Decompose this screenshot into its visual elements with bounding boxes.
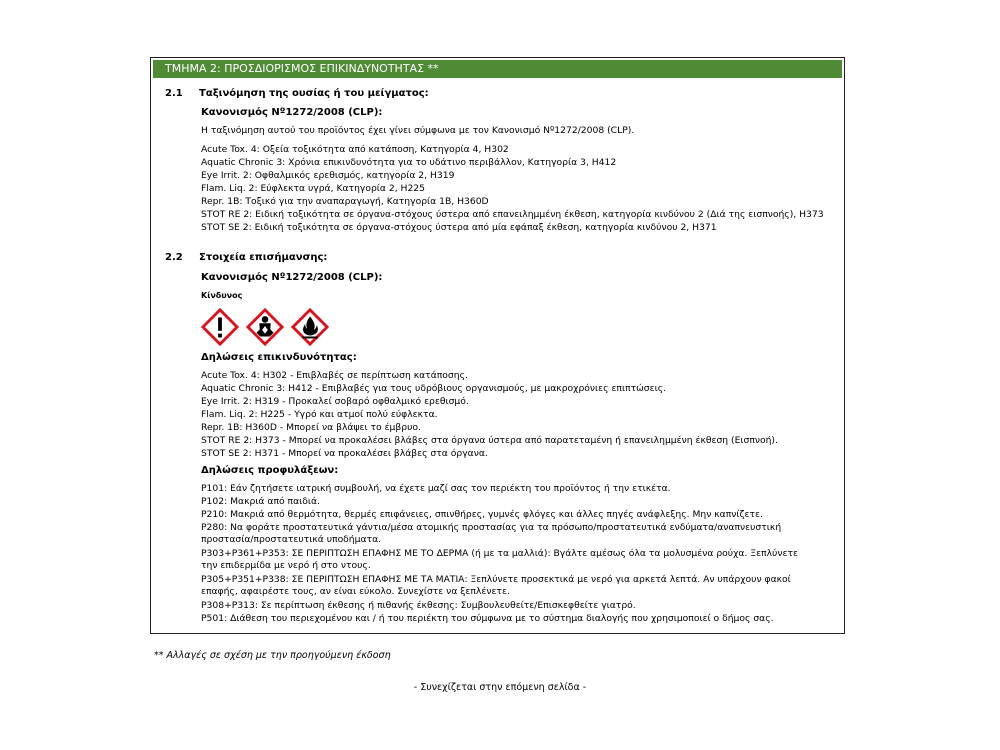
subsection-title: Ταξινόμηση της ουσίας ή του μείγματος: (199, 88, 429, 99)
classification-intro: Η ταξινόμηση αυτού του προϊόντος έχει γίνει σύμφωνα με τον Κανονισμό Nº1272/2008 (CLP). (201, 125, 635, 136)
precaution-statement: P210: Μακριά από θερμότητα, θερμές επιφάνειες, σπινθήρες, γυμνές φλόγες και άλλες πηγές ανάφλεξης. Μην καπνίζετε. (201, 509, 763, 520)
health-hazard-icon (246, 308, 284, 346)
hazard-statement: Repr. 1B: H360D - Μπορεί να βλάψει το έμβρυο. (201, 422, 421, 433)
revision-note: ** Αλλαγές σε σχέση με την προηγούμενη έκδοση (154, 650, 391, 661)
hazard-statement: STOT SE 2: H371 - Μπορεί να προκαλέσει βλάβες στα όργανα. (201, 448, 488, 459)
classification-item: Acute Tox. 4: Οξεία τοξικότητα από κατάποση, Κατηγορία 4, H302 (201, 144, 509, 155)
hazard-statement: Eye Irrit. 2: H319 - Προκαλεί σοβαρό οφθαλμικό ερεθισμό. (201, 396, 469, 407)
subsection-title: Στοιχεία επισήμανσης: (199, 252, 328, 263)
subsection-number: 2.2 (165, 252, 183, 263)
hazard-statements-title: Δηλώσεις επικινδυνότητας: (201, 352, 357, 363)
classification-item: STOT SE 2: Ειδική τοξικότητα σε όργανα-στόχους ύστερα από μία εφάπαξ έκθεση, κατηγορία κινδύνου 2, H371 (201, 222, 717, 233)
section-header: ΤΜΗΜΑ 2: ΠΡΟΣΔΙΟΡΙΣΜΟΣ ΕΠΙΚΙΝΔΥΝΟΤΗΤΑΣ ** (153, 60, 842, 78)
hazard-statement: Aquatic Chronic 3: H412 - Επιβλαβές για τους υδρόβιους οργανισμούς, με μακροχρόνιες επιπτώσεις. (201, 383, 667, 394)
precaution-statement: P102: Μακριά από παιδιά. (201, 496, 320, 507)
classification-item: Eye Irrit. 2: Οφθαλμικός ερεθισμός, κατηγορία 2, H319 (201, 170, 455, 181)
hazard-statement: Flam. Liq. 2: H225 - Υγρό και ατμοί πολύ εύφλεκτα. (201, 409, 438, 420)
precaution-statement: P305+P351+P338: ΣΕ ΠΕΡΙΠΤΩΣΗ ΕΠΑΦΗΣ ΜΕ ΤΑ ΜΑΤΙΑ: Ξεπλύνετε προσεκτικά με νερό για αρκετά λεπτά. Αν υπάρχουν φακοί επαφής, αφαιρέστε τους, αν είναι εύκολο. Συνεχίστε να ξεπλένετε. (201, 574, 791, 597)
precaution-statement: P101: Εάν ζητήσετε ιατρική συμβουλή, να έχετε μαζί σας τον περιέκτη του προϊόντος ή την ετικέτα. (201, 483, 671, 494)
hazard-statement: STOT RE 2: H373 - Μπορεί να προκαλέσει βλάβες στα όργανα ύστερα από παρατεταμένη ή επανειλημμένη έκθεση (Εισπνοή). (201, 435, 778, 446)
signal-word: Κίνδυνος (201, 291, 243, 300)
precaution-statements-title: Δηλώσεις προφυλάξεων: (201, 465, 339, 476)
subsection-number: 2.1 (165, 88, 183, 99)
exclamation-icon (201, 308, 239, 346)
precaution-statement: P501: Διάθεση του περιεχομένου και / ή του περιέκτη του σύμφωνα με το σύστημα διαλογής που χρησιμοποιεί ο δήμος σας. (201, 613, 774, 624)
classification-item: Flam. Liq. 2: Εύφλεκτα υγρά, Κατηγορία 2, H225 (201, 183, 425, 194)
hazard-statement: Acute Tox. 4: H302 - Επιβλαβές σε περίπτωση κατάποσης. (201, 370, 468, 381)
classification-item: Aquatic Chronic 3: Χρόνια επικινδυνότητα για το υδάτινο περιβάλλον, Κατηγορία 3, H412 (201, 157, 617, 168)
classification-item: Repr. 1B: Τοξικό για την αναπαραγωγή, Κατηγορία 1B, H360D (201, 196, 489, 207)
regulation-label: Κανονισμός Nº1272/2008 (CLP): (201, 107, 383, 118)
precaution-statement: P308+P313: Σε περίπτωση έκθεσης ή πιθανής έκθεσης: Συμβουλευθείτε/Επισκεφθείτε γιατρό. (201, 600, 636, 611)
ghs-pictograms (201, 308, 331, 348)
precaution-statement: P280: Να φοράτε προστατευτικά γάντια/μέσα ατομικής προστασίας για τα πρόσωπο/προστατευτικά ενδύματα/αναπνευστική προστασία/προστατευτικά υποδήματα. (201, 522, 782, 545)
continued-note: - Συνεχίζεται στην επόμενη σελίδα - (413, 682, 587, 693)
regulation-label: Κανονισμός Nº1272/2008 (CLP): (201, 272, 383, 283)
precaution-statement: P303+P361+P353: ΣΕ ΠΕΡΙΠΤΩΣΗ ΕΠΑΦΗΣ ΜΕ ΤΟ ΔΕΡΜΑ (ή με τα μαλλιά): Βγάλτε αμέσως όλα τα μολυσμένα ρούχα. Ξεπλύνετε την επιδερμίδα με νερό ή στο ντους. (201, 548, 798, 571)
section-2-box (150, 57, 845, 634)
classification-item: STOT RE 2: Ειδική τοξικότητα σε όργανα-στόχους ύστερα από επανειλημμένη έκθεση, κατηγορία κινδύνου 2 (Διά της εισπνοής), H373 (201, 209, 824, 220)
flame-icon (291, 308, 329, 346)
